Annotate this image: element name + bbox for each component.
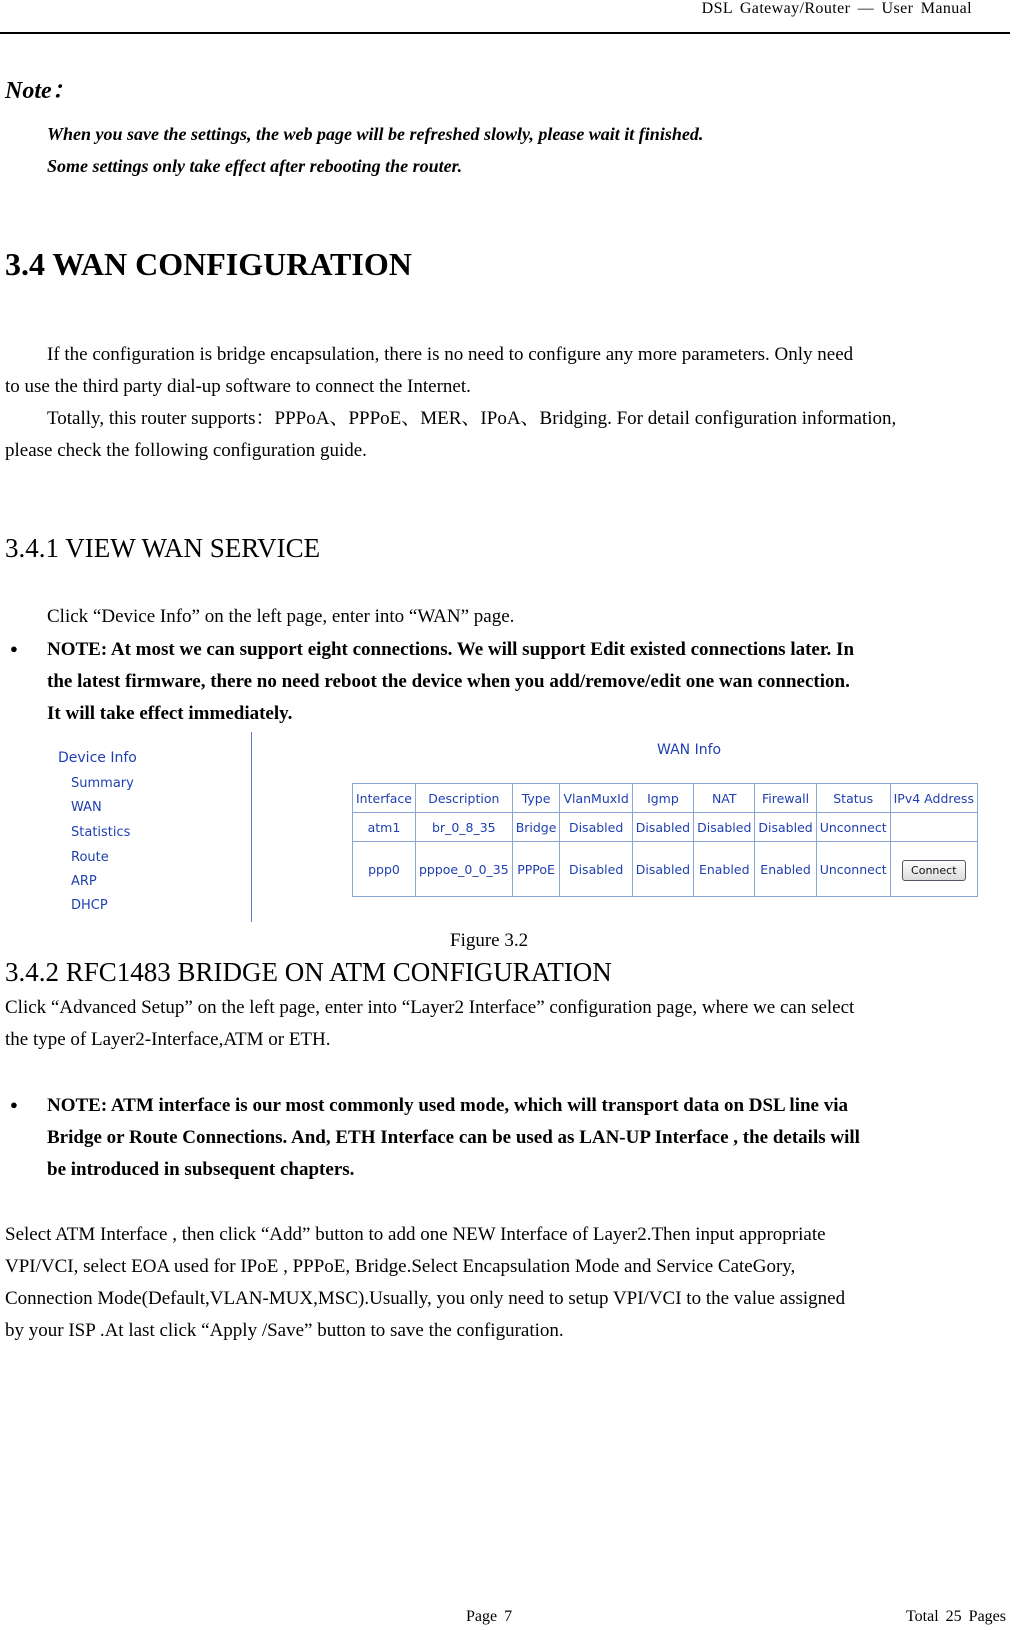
column-header: Description (415, 784, 512, 813)
bullet-icon: ● (10, 1097, 18, 1112)
column-header: Interface (353, 784, 416, 813)
column-header: IPv4 Address (890, 784, 977, 813)
paragraph-line: Click “Advanced Setup” on the left page, enter into “Layer2 Interface” configuration page, where we can select (5, 997, 855, 1018)
sidebar-item-wan[interactable]: WAN (71, 800, 102, 815)
table-row (353, 813, 978, 842)
table-cell: Unconnect (816, 842, 890, 897)
page-number: Page 7 (466, 1608, 513, 1625)
column-header: Type (512, 784, 560, 813)
header-rule (0, 32, 1010, 34)
table-cell: Disabled (755, 813, 816, 842)
paragraph-line: VPI/VCI, select EOA used for IPoE , PPPoE, Bridge.Select Encapsulation Mode and Service CateGory, (5, 1256, 796, 1277)
wan-info-table (352, 783, 978, 897)
subsection-heading: 3.4.1 VIEW WAN SERVICE (5, 533, 321, 563)
table-cell: Disabled (560, 842, 632, 897)
note-bold-line: NOTE: ATM interface is our most commonly used mode, which will transport data on DSL line via (47, 1095, 849, 1116)
table-header-row (353, 784, 978, 813)
table-cell: br_0_8_35 (415, 813, 512, 842)
table-cell: Unconnect (816, 813, 890, 842)
bullet-icon: ● (10, 641, 18, 656)
figure-caption: Figure 3.2 (450, 930, 529, 951)
table-cell: Disabled (632, 842, 693, 897)
sidebar-item-summary[interactable]: Summary (71, 776, 134, 791)
table-cell: Enabled (755, 842, 816, 897)
column-header: VlanMuxId (560, 784, 632, 813)
table-cell: pppoe_0_0_35 (415, 842, 512, 897)
note-title: Note： (5, 78, 76, 104)
sidebar-item-arp[interactable]: ARP (71, 874, 97, 889)
table-cell (890, 813, 977, 842)
table-row (353, 842, 978, 897)
column-header: NAT (694, 784, 755, 813)
note-bold-line: NOTE: At most we can support eight connections. We will support Edit existed connections later. In (47, 639, 855, 660)
table-cell: Enabled (694, 842, 755, 897)
column-header: Status (816, 784, 890, 813)
paragraph-line: Select ATM Interface , then click “Add” button to add one NEW Interface of Layer2.Then input appropriate (5, 1224, 826, 1245)
note-bold-line: Bridge or Route Connections. And, ETH Interface can be used as LAN-UP Interface , the details will (47, 1127, 860, 1148)
paragraph-line: please check the following configuration guide. (5, 440, 367, 461)
paragraph-line: to use the third party dial-up software to connect the Internet. (5, 376, 471, 397)
paragraph-line: Connection Mode(Default,VLAN-MUX,MSC).Usually, you only need to setup VPI/VCI to the value assigned (5, 1288, 846, 1309)
connect-button[interactable]: Connect (902, 860, 965, 881)
table-cell: ppp0 (353, 842, 416, 897)
table-cell: Disabled (694, 813, 755, 842)
panel-title: WAN Info (657, 742, 722, 758)
note-bold-line: be introduced in subsequent chapters. (47, 1159, 355, 1180)
note-bold-line: It will take effect immediately. (47, 703, 293, 724)
column-header: Igmp (632, 784, 693, 813)
paragraph-line: Click “Device Info” on the left page, enter into “WAN” page. (47, 606, 515, 627)
section-heading: 3.4 WAN CONFIGURATION (5, 246, 412, 282)
total-pages: Total 25 Pages (906, 1608, 1006, 1625)
table-cell: Bridge (512, 813, 560, 842)
sidebar-divider (251, 732, 252, 922)
sidebar-item-route[interactable]: Route (71, 850, 109, 865)
sidebar-item-statistics[interactable]: Statistics (71, 825, 131, 840)
paragraph-line: the type of Layer2-Interface,ATM or ETH. (5, 1029, 331, 1050)
table-cell: Disabled (560, 813, 632, 842)
sidebar-title-device-info[interactable]: Device Info (58, 750, 137, 766)
table-cell-action (890, 842, 977, 897)
table-cell: Disabled (632, 813, 693, 842)
table-cell: PPPoE (512, 842, 560, 897)
running-header: DSL Gateway/Router — User Manual (701, 0, 972, 17)
table-cell: atm1 (353, 813, 416, 842)
note-line: Some settings only take effect after rebooting the router. (47, 156, 463, 176)
note-bold-line: the latest firmware, there no need reboot the device when you add/remove/edit one wan connection. (47, 671, 850, 692)
paragraph-line: If the configuration is bridge encapsulation, there is no need to configure any more parameters. Only need (47, 344, 854, 365)
paragraph-line: Totally, this router supports：PPPoA、PPPoE、MER、IPoA、Bridging. For detail configuration information, (47, 408, 897, 429)
column-header: Firewall (755, 784, 816, 813)
note-line: When you save the settings, the web page will be refreshed slowly, please wait it finished. (47, 124, 704, 144)
subsection-heading: 3.4.2 RFC1483 BRIDGE ON ATM CONFIGURATION (5, 957, 612, 987)
sidebar-item-dhcp[interactable]: DHCP (71, 898, 108, 913)
paragraph-line: by your ISP .At last click “Apply /Save” button to save the configuration. (5, 1320, 564, 1341)
